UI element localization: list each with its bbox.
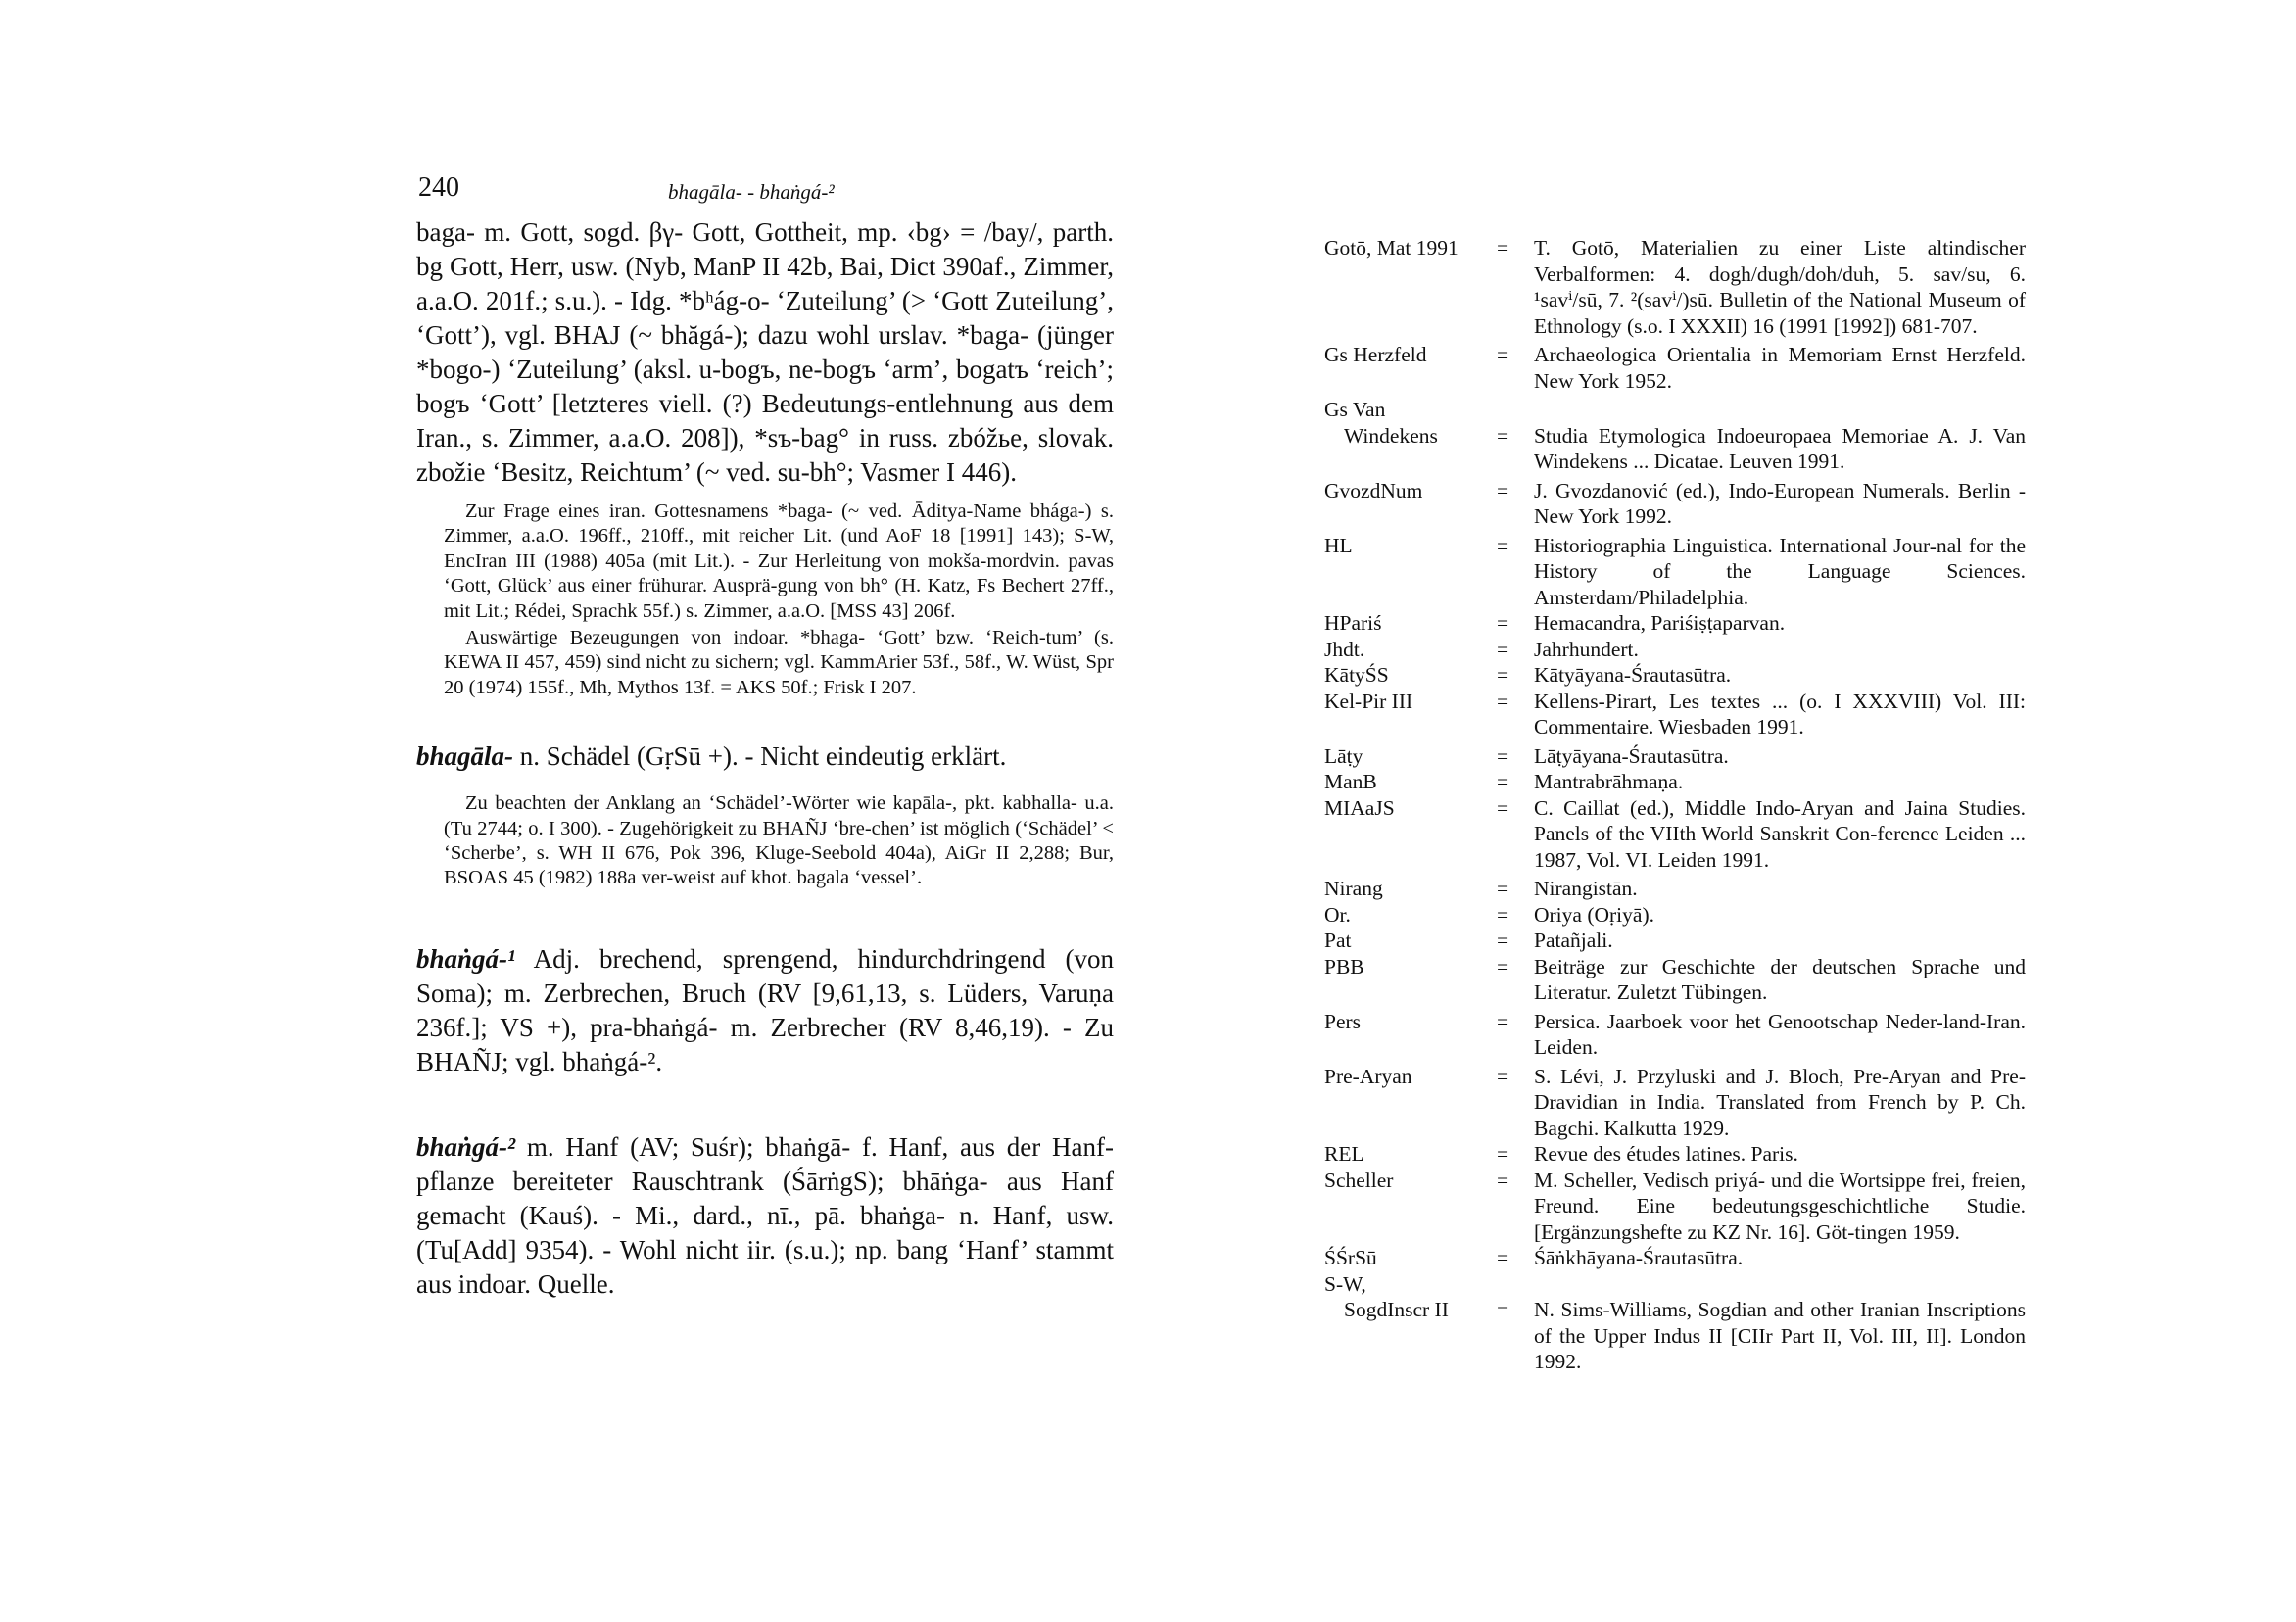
equals-sign: = (1497, 663, 1509, 687)
equals-sign: = (1497, 929, 1509, 952)
equals-sign: = (1497, 1064, 1509, 1088)
intro-note-1: Zur Frage eines iran. Gottesnamens *baga- (~ ved. Āditya-Name bhága-) s. Zimmer, a.a.O. 196ff., 210ff., mit reicher Lit. (und AoF 18 [1991] 143); S-W, EncIran III (1988) 405a (mit Lit.). - Zur Herleitung von mokša-mordvin. pavas ‘Gott, Glück’ aus einer frühurar. Ausprä-gung von bh° (H. Katz, Fs Bechert 27ff., mit Lit.; Rédei, Sprachk 55f.) s. Zimmer, a.a.O. [MSS 43] 206f. (444, 501, 1114, 622)
left-page (416, 167, 1114, 1312)
abbr-definition: N. Sims-Williams, Sogdian and other Iranian Inscriptions of the Upper Indus II [CIIr Part II, Vol. III, II]. London 1992. (1534, 1298, 2026, 1373)
abbr-definition: T. Gotō, Materialien zu einer Liste altindischer Verbalformen: 4. dogh/dugh/doh/duh, 5. sav/su, 6. ¹savⁱ/sū, 7. ²(savⁱ/)sū. Bulletin of the National Museum of Ethnology (s.o. I XXXII) 16 (1991 [1992]) 681-707. (1534, 236, 2026, 338)
equals-sign: = (1497, 236, 1509, 260)
entry-text: n. Schädel (GṛSū +). - Nicht eindeutig erklärt. (513, 741, 1007, 772)
abbr-row (1311, 235, 2026, 339)
abbr-definition: Kellens-Pirart, Les textes ... (o. I XXXVIII) Vol. III: Commentaire. Wiesbaden 1991. (1534, 689, 2026, 739)
abbr-definition: Archaeologica Orientalia in Memoriam Ernst Herzfeld. New York 1952. (1534, 343, 2026, 393)
abbr-term: Jhdt. (1324, 637, 1365, 661)
abbr-definition: Oriya (Oṛiyā). (1534, 902, 1654, 927)
abbr-term: Pers (1324, 1009, 1362, 1033)
equals-sign: = (1497, 954, 1509, 978)
abbr-row (1311, 533, 2026, 611)
abbr-term: KātyŚS (1324, 663, 1389, 687)
equals-sign: = (1497, 423, 1509, 448)
intro-note-2: Auswärtige Bezeugungen von indoar. *bhaga- ‘Gott’ bzw. ‘Reich-tum’ (s. KEWA II 457, 459) sind nicht zu sichern; vgl. KammArier 53f., 58f., W. Wüst, Spr 20 (1974) 155f., Mh, Mythos 13f. = AKS 50f.; Frisk I 207. (444, 627, 1114, 698)
abbr-term: SogdInscr II (1344, 1298, 1449, 1321)
abbr-term: Kel-Pir III (1324, 689, 1413, 713)
abbr-row (1311, 1245, 2026, 1271)
abbr-row (1311, 902, 2026, 929)
abbr-term: HPariś (1324, 611, 1382, 635)
running-title: bhagāla- - bhaṅgá-² (668, 180, 835, 204)
abbr-definition: Persica. Jaarboek voor het Genootschap Neder-land-Iran. Leiden. (1534, 1009, 2026, 1059)
abbr-definition: Patañjali. (1534, 929, 1613, 952)
intro-paragraph: baga- m. Gott, sogd. βγ- Gott, Gottheit, mp. ‹bg› = /bay/, parth. bg Gott, Herr, usw. (Nyb, ManP II 42b, Bai, Dict 390af., Zimmer, a.a.O. 201f.; s.u.). - Idg. *bʰág-o- ‘Zuteilung’ (> ‘Gott Zuteilung’, ‘Gott’), vgl. BHAJ (~ bhăgá-); dazu wohl urslav. *baga- (jünger *bogo-) ‘Zuteilung’ (aksl. u-bogъ, ne-bogъ ‘arm’, bogatъ ‘reich’; bogъ ‘Gott’ [letzteres viell. (?) Bedeutungs-entlehnung aus dem Iran., s. Zimmer, a.a.O. 208]), *sъ-bag° in russ. zbóžьe, slovak. zbožie ‘Besitz, Reichtum’ (~ ved. su-bh°; Vasmer I 446). (416, 217, 1114, 487)
abbr-definition: M. Scheller, Vedisch priyá- und die Wortsippe frei, freien, Freund. Eine bedeutungsgeschichtliche Studie. [Ergänzungshefte zu KZ Nr. 16]. Göt-tingen 1959. (1534, 1168, 2026, 1244)
abbr-row (1311, 689, 2026, 740)
abbr-row (1311, 1271, 2026, 1298)
entry-headword: bhaṅgá-¹ (416, 943, 516, 974)
abbr-term: Gotō, Mat 1991 (1324, 236, 1459, 260)
abbr-definition: Beiträge zur Geschichte der deutschen Sprache und Literatur. Zuletzt Tübingen. (1534, 954, 2026, 1004)
abbr-row (1311, 743, 2026, 770)
abbr-row (1311, 954, 2026, 1006)
equals-sign: = (1497, 533, 1509, 557)
abbr-term: S-W, (1324, 1271, 1366, 1296)
abbr-row (1311, 876, 2026, 902)
abbr-term: Pat (1324, 929, 1352, 952)
abbr-definition: Studia Etymologica Indoeuropaea Memoriae A. J. Van Windekens ... Dicatae. Leuven 1991. (1534, 423, 2026, 473)
abbr-row (1311, 1141, 2026, 1168)
equals-sign: = (1497, 743, 1509, 768)
equals-sign: = (1497, 611, 1509, 635)
abbr-term: GvozdNum (1324, 478, 1423, 502)
abbr-term: Scheller (1324, 1168, 1394, 1192)
equals-sign: = (1497, 478, 1509, 502)
entry-bhagala (416, 739, 1114, 891)
entry-note: Zu beachten der Anklang an ‘Schädel’-Wörter wie kapāla-, pkt. kabhalla- u.a. (Tu 2744; o. I 300). - Zugehörigkeit zu BHAÑJ ‘bre-chen’ ist möglich (‘Schädel’ < ‘Scherbe’, s. WH II 676, Pok 396, Kluge-Seebold 404a), AiGr II 2,288; Bur, BSOAS 45 (1982) 188a ver-weist auf khot. bagala ‘vessel’. (444, 792, 1114, 889)
page-number: 240 (418, 172, 459, 203)
abbr-row (1311, 478, 2026, 530)
entry-headword: bhagāla- (416, 741, 514, 772)
equals-sign: = (1497, 343, 1509, 366)
abbr-definition (1534, 1271, 2026, 1298)
running-head (416, 167, 1114, 215)
equals-sign: = (1497, 1298, 1509, 1321)
abbr-definition: S. Lévi, J. Przyluski and J. Bloch, Pre-Aryan and Pre-Dravidian in India. Translated from French by P. Ch. Bagchi. Kalkutta 1929. (1534, 1064, 2026, 1140)
abbr-definition: Jahrhundert. (1534, 637, 1639, 661)
abbr-term: Or. (1324, 902, 1351, 927)
abbr-definition: Kātyāyana-Śrautasūtra. (1534, 663, 1732, 687)
equals-sign: = (1497, 637, 1509, 661)
equals-sign: = (1497, 877, 1509, 900)
entry-bhanga-1 (416, 942, 1114, 1079)
abbr-definition: C. Caillat (ed.), Middle Indo-Aryan and Jaina Studies. Panels of the VIIth World Sanskrit Con-ference Leiden ... 1987, Vol. VI. Leiden 1991. (1534, 795, 2026, 872)
entry-bhanga-2 (416, 1130, 1114, 1302)
abbr-row (1311, 662, 2026, 689)
abbr-definition: Revue des études latines. Paris. (1534, 1142, 1798, 1166)
abbr-definition: Lāṭyāyana-Śrautasūtra. (1534, 743, 1729, 768)
abbr-row (1311, 342, 2026, 394)
abbr-term: Windekens (1344, 423, 1438, 448)
equals-sign: = (1497, 1168, 1509, 1192)
abbr-term: Gs Van (1324, 398, 1386, 421)
equals-sign: = (1497, 902, 1509, 927)
abbr-term: PBB (1324, 954, 1364, 978)
entry-text: Adj. brechend, sprengend, hindurchdringend (von Soma); m. Zerbrechen, Bruch (RV [9,61,13, s. Lüders, Varuṇa 236f.]; VS +), pra-bhaṅgá- m. Zerbrecher (RV 8,46,19). - Zu BHAÑJ; vgl. bhaṅgá-². (416, 943, 1114, 1076)
abbr-row (1311, 610, 2026, 637)
abbr-term: ManB (1324, 770, 1377, 793)
abbr-definition: Nirangistān. (1534, 877, 1638, 900)
abbr-term: REL (1324, 1142, 1364, 1166)
abbreviation-list (1311, 235, 2026, 1375)
abbr-definition: Mantrabrāhmaṇa. (1534, 770, 1684, 793)
abbr-row (1311, 397, 2026, 423)
abbr-row (1311, 1168, 2026, 1246)
abbr-definition: Śāṅkhāyana-Śrautasūtra. (1534, 1246, 1744, 1269)
abbr-row (1311, 637, 2026, 663)
abbr-term: Gs Herzfeld (1324, 343, 1427, 366)
abbr-row (1311, 1297, 2026, 1375)
abbr-term: Lāṭy (1324, 743, 1363, 768)
equals-sign: = (1497, 1009, 1509, 1033)
abbr-row (1311, 1009, 2026, 1061)
abbr-row (1311, 423, 2026, 475)
abbr-term: Nirang (1324, 877, 1383, 900)
abbr-definition (1534, 397, 2026, 423)
abbr-term: ŚŚrSū (1324, 1246, 1377, 1269)
abbr-definition: J. Gvozdanović (ed.), Indo-European Numerals. Berlin - New York 1992. (1534, 478, 2026, 528)
abbr-row (1311, 928, 2026, 954)
abbr-term: Pre-Aryan (1324, 1064, 1412, 1088)
equals-sign: = (1497, 1142, 1509, 1166)
abbr-row (1311, 769, 2026, 795)
equals-sign: = (1497, 689, 1509, 713)
equals-sign: = (1497, 770, 1509, 793)
equals-sign: = (1497, 795, 1509, 820)
abbr-definition: Historiographia Linguistica. International Jour-nal for the History of the Language Sciences. Amsterdam/Philadelphia. (1534, 533, 2026, 609)
entry-headword: bhaṅgá-² (416, 1131, 516, 1162)
abbr-definition: Hemacandra, Pariśiṣṭaparvan. (1534, 611, 1786, 635)
abbr-row (1311, 795, 2026, 874)
entry-text: m. Hanf (AV; Suśr); bhaṅgā- f. Hanf, aus der Hanf-pflanze bereiteter Rauschtrank (ŚārṅgS); bhāṅga- aus Hanf gemacht (Kauś). - Mi., dard., nī., pā. bhaṅga- n. Hanf, usw. (Tu[Add] 9354). - Wohl nicht iir. (s.u.); np. bang ‘Hanf’ stammt aus indoar. Quelle. (416, 1131, 1114, 1299)
abbr-row (1311, 1064, 2026, 1142)
abbr-term: MIAaJS (1324, 795, 1395, 820)
equals-sign: = (1497, 1246, 1509, 1269)
abbr-term: HL (1324, 533, 1353, 557)
